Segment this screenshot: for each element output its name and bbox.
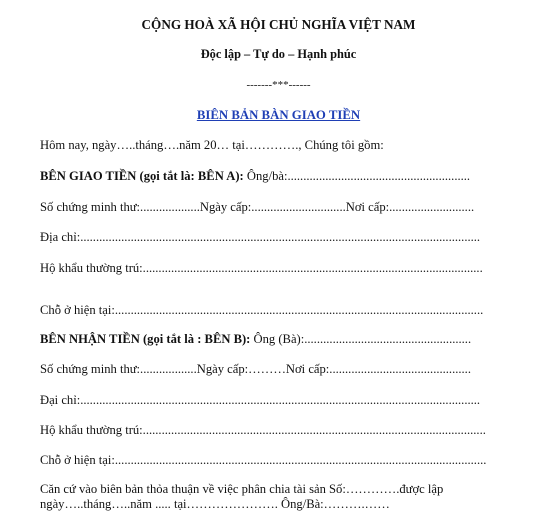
party-a-label: BÊN GIAO TIỀN (gọi tắt là: BÊN A): — [40, 169, 244, 183]
intro-line: Hôm nay, ngày…..tháng….năm 20… tại…………., Chúng tôi gồm: — [40, 138, 384, 152]
party-b-current-line: Chỗ ở hiện tại:...................................................................................................................... — [40, 453, 487, 467]
party-b-id-line: Số chứng minh thư:..................Ngày cấp:………Nơi cấp:............................................. — [40, 362, 471, 376]
party-b-name-field: Ông (Bà):..................................................... — [250, 332, 472, 346]
document-title: BIÊN BẢN BÀN GIAO TIỀN — [196, 108, 361, 122]
party-a-id-line: Số chứng minh thư:...................Ngày cấp:..............................Nơi cấp:........................... — [40, 200, 475, 214]
party-b-address-line: Đại chỉ:............................................................................................................................... — [40, 393, 481, 407]
basis-line-1: Căn cứ vào biên bản thỏa thuận về việc phân chia tài sản Số:………….được lập — [40, 482, 444, 496]
national-motto: Độc lập – Tự do – Hạnh phúc — [200, 47, 357, 61]
party-b-label: BÊN NHẬN TIỀN (gọi tắt là : BÊN B): — [40, 332, 251, 346]
party-a-current-line: Chỗ ở hiện tại:..................................................................................................................... — [40, 303, 484, 317]
national-header: CỘNG HOÀ XÃ HỘI CHỦ NGHĨA VIỆT NAM — [141, 17, 416, 32]
party-b-name-line — [40, 332, 471, 347]
basis-line-2: ngày…..tháng…..năm ..... tại…………………. Ông/Bà:……….…… — [40, 497, 390, 511]
party-a-name-field: Ông/bà:.......................................................... — [243, 169, 471, 183]
party-b-household-line: Hộ khẩu thường trú:............................................................................................................. — [40, 423, 486, 437]
party-a-household-line: Hộ khẩu thường trú:............................................................................................................ — [40, 261, 483, 275]
party-a-address-line: Địa chỉ:............................................................................................................................... — [40, 230, 481, 244]
party-a-name-line — [40, 169, 470, 184]
header-separator: -------***------ — [246, 79, 311, 91]
